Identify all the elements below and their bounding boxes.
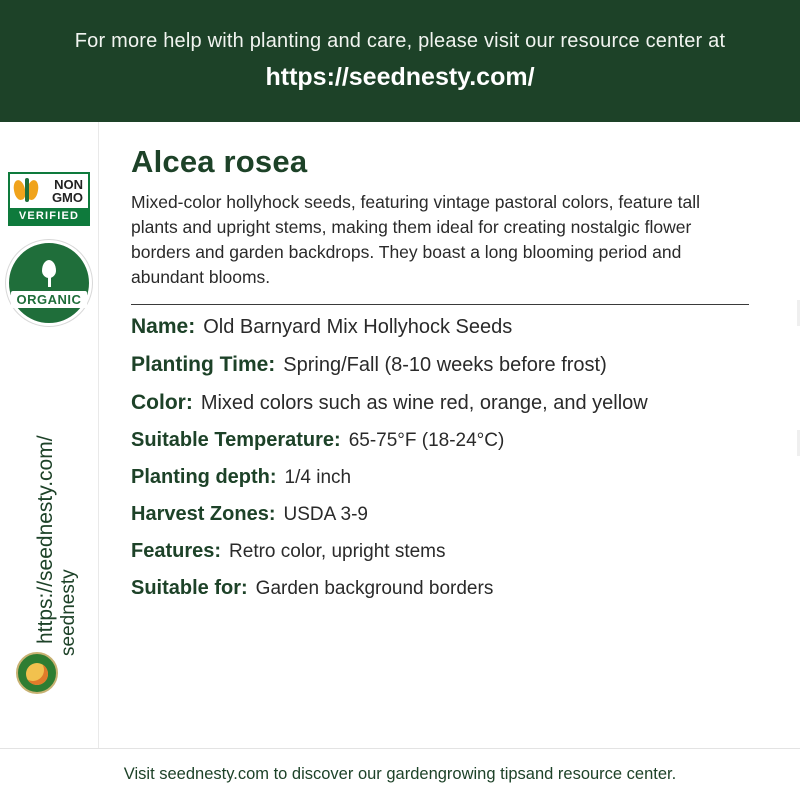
seednesty-logo-icon bbox=[16, 652, 58, 694]
spec-row bbox=[131, 391, 770, 415]
spec-value: Retro color, upright stems bbox=[229, 541, 446, 562]
spec-row bbox=[131, 466, 770, 489]
spec-value: Old Barnyard Mix Hollyhock Seeds bbox=[203, 316, 513, 338]
spec-value: Mixed colors such as wine red, orange, and yellow bbox=[200, 392, 648, 414]
vertical-url-text: https://seednesty.com/ bbox=[34, 435, 57, 644]
brand-wordmark: seednesty bbox=[58, 569, 79, 656]
vertical-url[interactable] bbox=[34, 44, 58, 644]
spec-value: 65-75°F (18-24°C) bbox=[348, 430, 505, 451]
product-card bbox=[98, 122, 800, 748]
spec-value: 1/4 inch bbox=[284, 467, 352, 488]
product-card-inner bbox=[99, 122, 800, 614]
footer-text: Visit seednesty.com to discover our gardengrowing tipsand resource center. bbox=[123, 765, 677, 783]
spec-row bbox=[131, 577, 770, 600]
top-banner bbox=[0, 0, 800, 122]
footer-bar bbox=[0, 748, 800, 800]
product-description: Mixed-color hollyhock seeds, featuring vintage pastoral colors, feature tall plants and upright stems, making them ideal for creating nostalgic flower borders and garden backdrops. They boast a long blooming period and abundant blooms. bbox=[131, 192, 701, 287]
non-gmo-line1: NON bbox=[54, 177, 83, 192]
spec-list bbox=[131, 315, 770, 614]
spec-row bbox=[131, 429, 770, 452]
spec-label: Suitable Temperature: bbox=[131, 429, 341, 451]
spec-value: Garden background borders bbox=[255, 578, 494, 599]
spec-label: Name: bbox=[131, 315, 196, 338]
spec-value: USDA 3-9 bbox=[283, 504, 368, 525]
spec-row bbox=[131, 315, 770, 339]
page-title: Alcea rosea bbox=[131, 144, 308, 179]
spec-row bbox=[131, 503, 770, 526]
spec-value: Spring/Fall (8-10 weeks before frost) bbox=[283, 354, 607, 376]
spec-label: Color: bbox=[131, 391, 193, 414]
brand-logo bbox=[8, 569, 90, 744]
spec-label: Suitable for: bbox=[131, 577, 248, 599]
spec-label: Features: bbox=[131, 540, 222, 562]
spec-label: Planting depth: bbox=[131, 466, 277, 488]
organic-badge-label: ORGANIC bbox=[11, 291, 88, 308]
banner-url[interactable]: https://seednesty.com/ bbox=[265, 63, 535, 91]
section-divider bbox=[131, 304, 749, 305]
spec-label: Harvest Zones: bbox=[131, 503, 276, 525]
left-badge-column bbox=[0, 122, 98, 748]
banner-help-text: For more help with planting and care, please visit our resource center at bbox=[74, 30, 726, 52]
spec-row bbox=[131, 540, 770, 563]
spec-row bbox=[131, 353, 770, 377]
non-gmo-line2: GMO bbox=[51, 190, 83, 205]
spec-label: Planting Time: bbox=[131, 353, 276, 376]
non-gmo-verified-label: VERIFIED bbox=[10, 208, 88, 225]
